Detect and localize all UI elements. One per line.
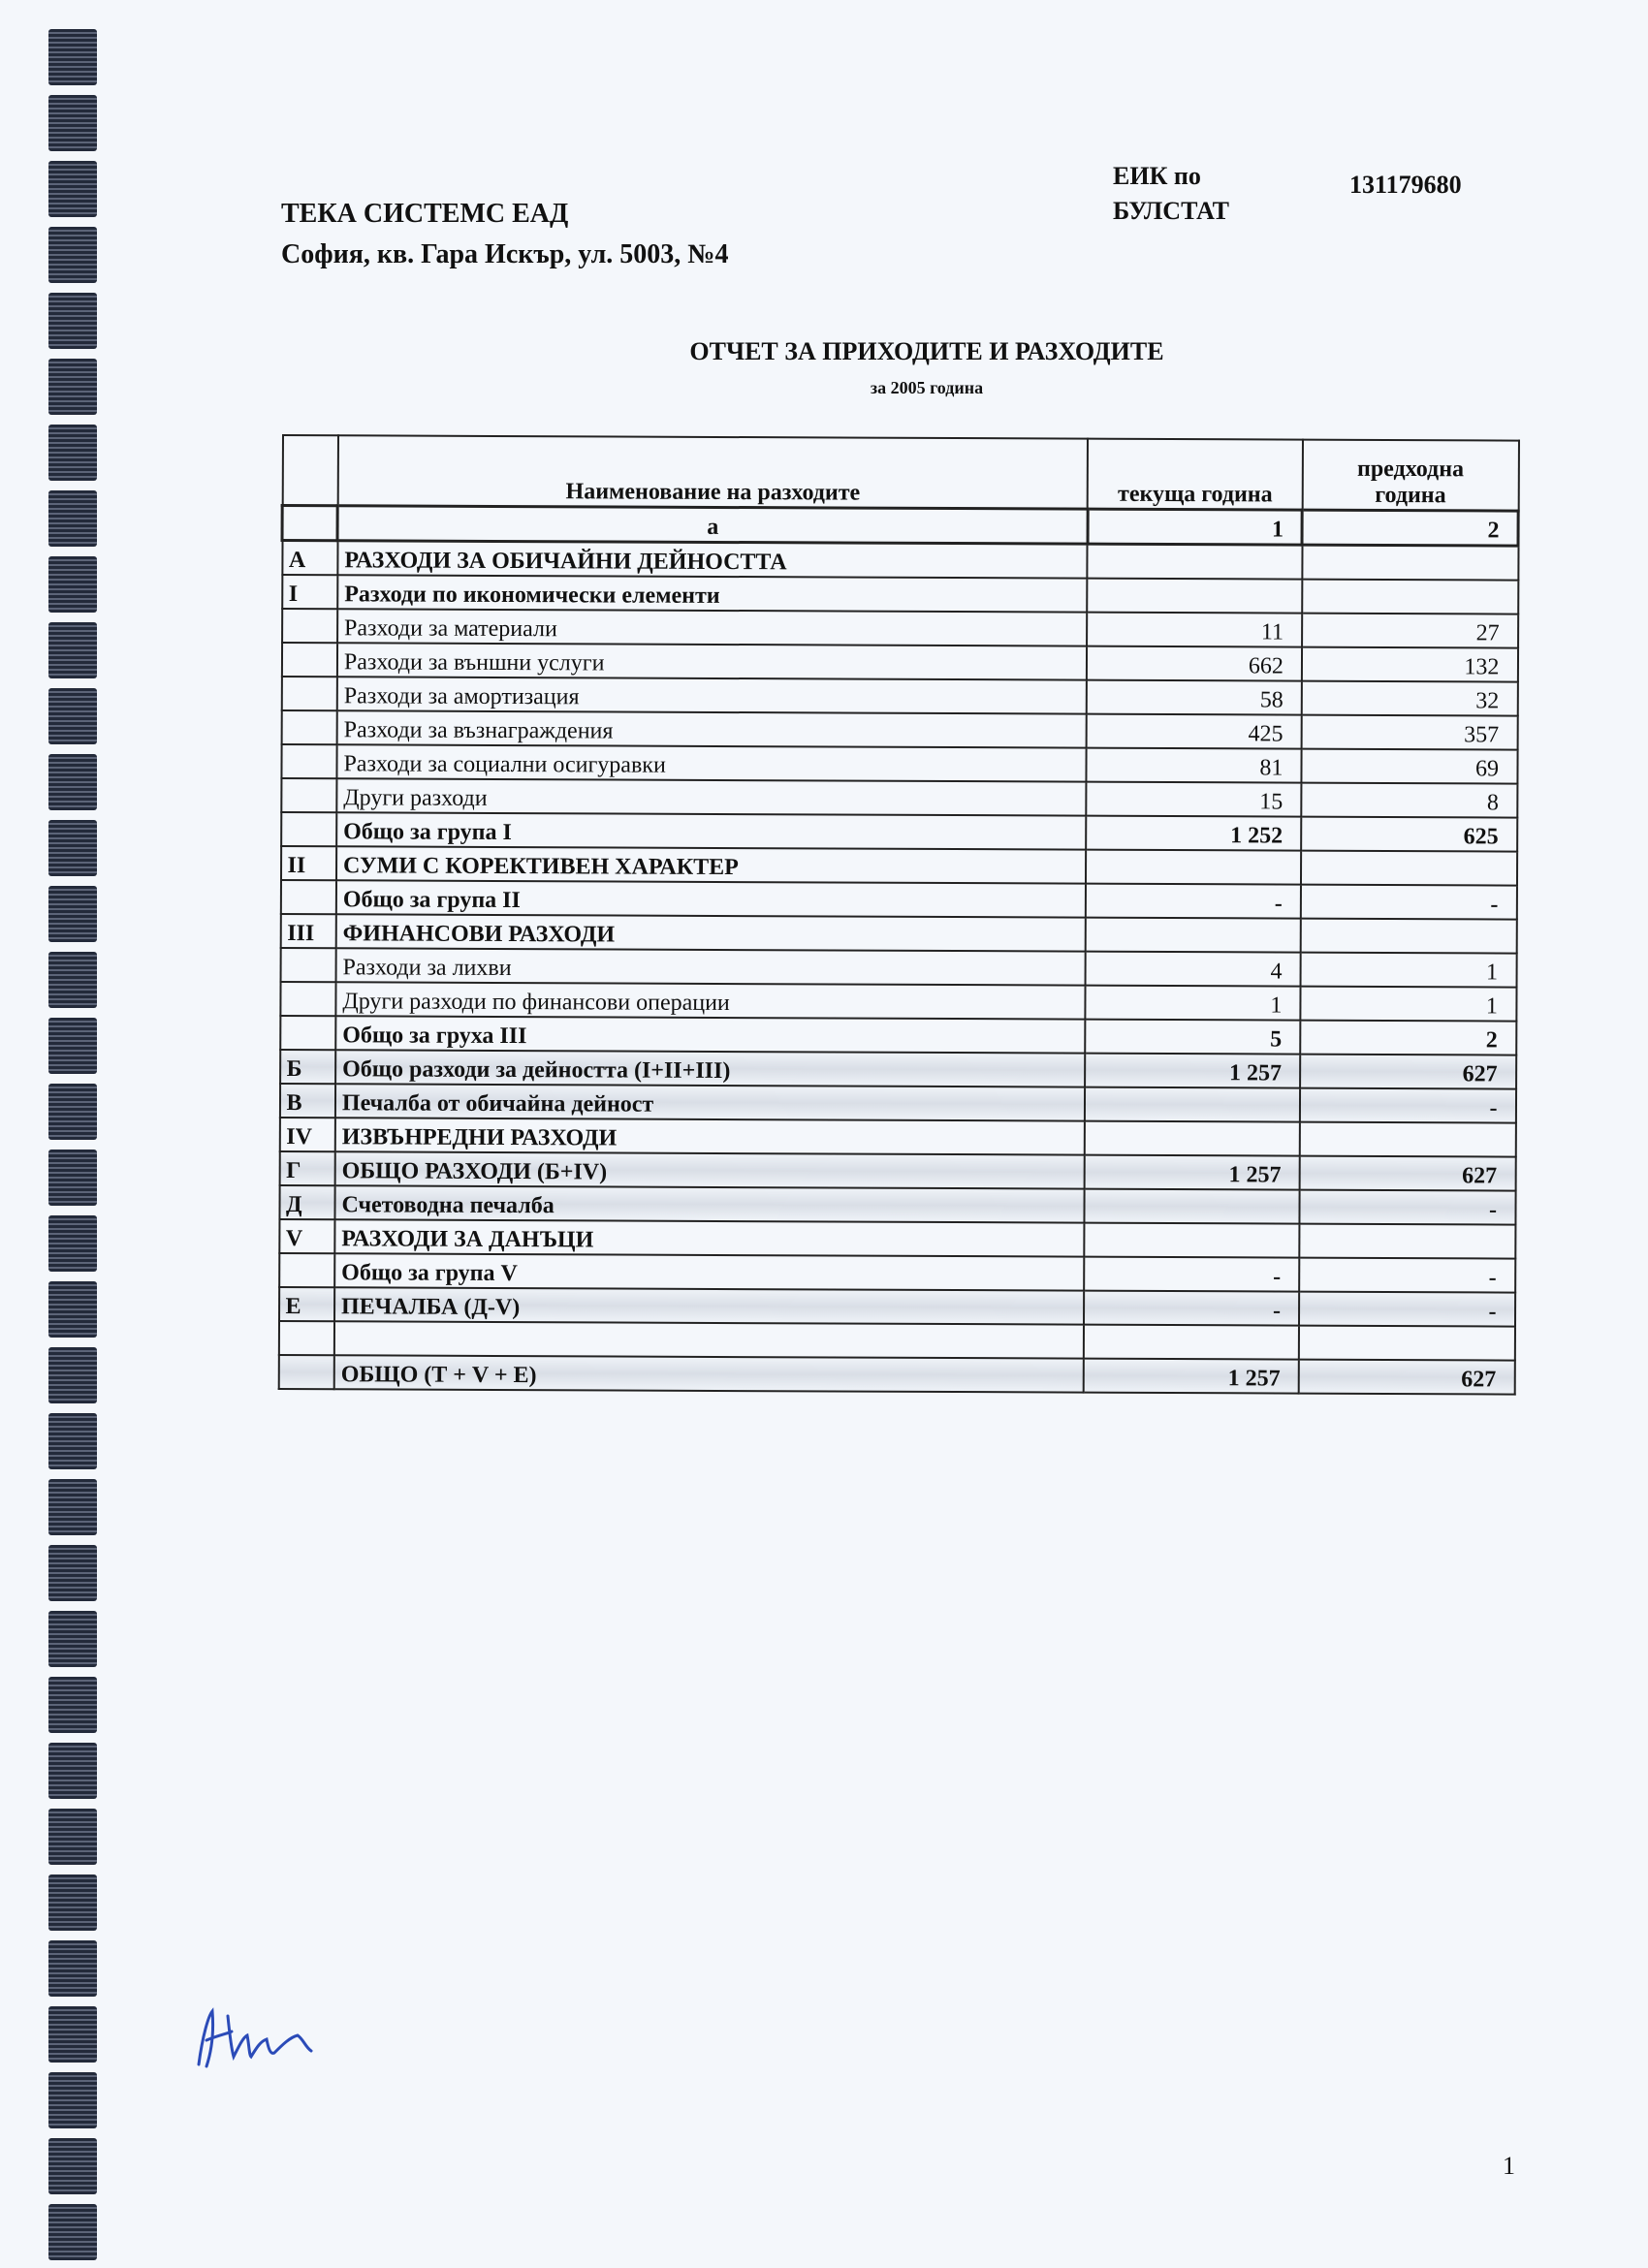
header-previous-year (1303, 440, 1519, 511)
row-code: Е (279, 1287, 335, 1321)
row-name: СУМИ С КОРЕКТИВЕН ХАРАКТЕР (336, 846, 1087, 883)
row-name: Разходи по икономически елементи (337, 575, 1088, 612)
row-name: Счетоводна печалба (334, 1185, 1085, 1222)
report-subtitle: за 2005 година (870, 378, 984, 397)
binding-ring (48, 2072, 97, 2128)
row-previous-year: 32 (1302, 681, 1518, 716)
binding-ring (48, 1743, 97, 1799)
row-current-year: 4 (1086, 952, 1301, 987)
row-current-year: 1 257 (1084, 1359, 1299, 1394)
row-current-year: 1 252 (1086, 816, 1301, 851)
row-previous-year: 627 (1300, 1156, 1516, 1191)
eik-label-line1: ЕИК по (1113, 162, 1201, 190)
table-row (280, 914, 1516, 954)
row-current-year (1086, 918, 1301, 953)
row-previous-year: - (1300, 1088, 1516, 1123)
binding-ring (48, 952, 97, 1008)
row-previous-year (1301, 919, 1517, 954)
column-number-blank (282, 506, 338, 541)
binding-ring (48, 2006, 97, 2063)
binding-ring (48, 1084, 97, 1140)
row-current-year: 425 (1087, 714, 1302, 749)
table-row (280, 1016, 1516, 1055)
row-previous-year: 627 (1300, 1055, 1516, 1089)
table-row (281, 710, 1517, 750)
binding-ring (48, 754, 97, 810)
table-row (279, 1287, 1515, 1327)
row-code: IV (279, 1118, 335, 1151)
header-current-year: текуща година (1088, 439, 1303, 510)
binding-ring (48, 688, 97, 744)
row-name: Разходи за външни услуги (337, 643, 1088, 679)
binding-ring (48, 1150, 97, 1206)
row-code: В (279, 1084, 335, 1118)
binding-ring (48, 2204, 97, 2260)
row-name: Печалба от обичайна дейност (335, 1084, 1086, 1120)
row-name: Разходи за възнаграждения (337, 710, 1088, 747)
row-code: V (279, 1219, 335, 1253)
row-current-year (1088, 579, 1303, 614)
row-current-year (1085, 1223, 1300, 1258)
company-address: София, кв. Гара Искър, ул. 5003, №4 (281, 239, 729, 269)
row-previous-year (1300, 1122, 1516, 1157)
table-row (279, 1151, 1515, 1191)
row-name: Други разходи по финансови операции (335, 982, 1086, 1019)
row-current-year: 58 (1087, 680, 1302, 715)
row-code (281, 710, 337, 744)
row-previous-year: 69 (1301, 749, 1517, 784)
row-current-year: 662 (1087, 646, 1302, 681)
row-previous-year: 8 (1301, 783, 1517, 818)
table-row (279, 1118, 1515, 1157)
row-code: I (282, 575, 338, 609)
row-previous-year (1299, 1326, 1515, 1361)
binding-ring (48, 1677, 97, 1733)
header-code-cell (282, 435, 338, 506)
binding-ring (48, 95, 97, 151)
row-name: Общо за груха III (335, 1016, 1086, 1053)
row-name: Други разходи (336, 778, 1087, 815)
table-row (279, 1219, 1515, 1259)
row-previous-year (1302, 545, 1518, 580)
table-row (281, 812, 1517, 852)
table-row (282, 609, 1518, 648)
column-number-2: 2 (1302, 510, 1518, 546)
binding-ring (48, 490, 97, 547)
row-previous-year: - (1299, 1292, 1515, 1327)
row-current-year (1088, 544, 1303, 579)
table-row (282, 575, 1518, 614)
table-row (280, 1050, 1516, 1089)
table-row (278, 1321, 1514, 1361)
row-previous-year: 132 (1302, 647, 1518, 682)
row-code: II (280, 846, 336, 880)
row-code: Д (279, 1185, 335, 1219)
header-previous-line2: година (1375, 482, 1446, 509)
row-current-year: 1 257 (1085, 1155, 1300, 1190)
binding-ring (48, 161, 97, 217)
row-previous-year: 1 (1300, 953, 1516, 988)
row-code (281, 812, 337, 846)
row-name: Разходи за материали (337, 609, 1088, 646)
table-row (279, 1084, 1515, 1123)
row-previous-year: - (1299, 1190, 1515, 1225)
column-numbers-row (282, 506, 1518, 547)
row-name: ОБЩО РАЗХОДИ (Б+IV) (335, 1151, 1086, 1188)
row-current-year: 1 257 (1085, 1054, 1300, 1088)
row-current-year (1085, 1087, 1300, 1122)
row-previous-year: - (1301, 885, 1517, 920)
row-code (281, 677, 337, 710)
row-code: Г (279, 1151, 335, 1185)
binding-ring (48, 227, 97, 283)
row-previous-year (1301, 851, 1517, 886)
row-current-year: 81 (1087, 748, 1302, 783)
binding-ring (48, 1281, 97, 1338)
binding-ring (48, 622, 97, 678)
binding-ring (48, 556, 97, 613)
binding-ring (48, 2138, 97, 2194)
row-current-year (1084, 1325, 1299, 1360)
signature-mark (189, 1997, 334, 2084)
row-code (280, 948, 336, 982)
row-name: Общо разходи за дейността (I+II+III) (335, 1050, 1086, 1087)
row-previous-year: 625 (1301, 817, 1517, 852)
table-row (280, 880, 1516, 920)
table-row (282, 541, 1518, 581)
row-previous-year: 627 (1299, 1360, 1515, 1395)
binding-ring (48, 1413, 97, 1469)
row-code (278, 1321, 334, 1355)
row-code (281, 643, 337, 677)
row-code: Б (280, 1050, 336, 1084)
row-current-year (1085, 1189, 1300, 1224)
row-name: Разходи за лихви (335, 948, 1086, 985)
row-current-year (1085, 1121, 1300, 1156)
expenses-table (277, 434, 1520, 1396)
row-current-year: 11 (1087, 613, 1302, 647)
row-current-year: 15 (1087, 782, 1302, 817)
binding-ring (48, 29, 97, 85)
company-block (281, 194, 728, 275)
binding-ring (48, 1940, 97, 1997)
row-code (279, 1253, 335, 1287)
table-row (281, 778, 1517, 818)
row-code: А (282, 541, 338, 576)
table-row (280, 846, 1516, 886)
row-name: РАЗХОДИ ЗА ОБИЧАЙНИ ДЕЙНОСТТА (337, 541, 1088, 579)
table-row (278, 1355, 1514, 1395)
eik-label-line2: БУЛСТАТ (1113, 197, 1229, 225)
row-name: ОБЩО (Т + V + Е) (334, 1355, 1085, 1392)
column-number-a: а (337, 506, 1088, 544)
row-name: Общо за група II (336, 880, 1087, 917)
row-code (281, 778, 337, 812)
row-current-year: 1 (1086, 986, 1301, 1021)
report-title: ОТЧЕТ ЗА ПРИХОДИТЕ И РАЗХОДИТЕ (689, 337, 1164, 365)
table-row (280, 982, 1516, 1022)
binding-ring (48, 1874, 97, 1931)
row-previous-year (1302, 580, 1518, 614)
binding-ring (48, 886, 97, 942)
row-code: III (280, 914, 336, 948)
column-number-1: 1 (1088, 509, 1303, 545)
row-code (281, 744, 337, 778)
row-current-year (1086, 850, 1301, 885)
row-name: Общо за група V (334, 1253, 1085, 1290)
row-code (280, 1016, 336, 1050)
row-previous-year: 357 (1302, 715, 1518, 750)
page-number: 1 (1503, 2152, 1515, 2180)
row-name: Разходи за амортизация (337, 677, 1088, 713)
row-previous-year: 27 (1302, 614, 1518, 648)
binding-ring (48, 1809, 97, 1865)
table-row (281, 744, 1517, 784)
header-previous-line1: предходна (1356, 456, 1465, 483)
binding-ring (48, 1611, 97, 1667)
row-name: РАЗХОДИ ЗА ДАНЪЦИ (334, 1219, 1085, 1256)
row-current-year: - (1085, 1257, 1300, 1292)
table-row (281, 643, 1517, 682)
eik-label (1113, 159, 1229, 229)
row-code (280, 880, 336, 914)
table-header-row (282, 435, 1518, 511)
row-previous-year: 1 (1300, 987, 1516, 1022)
table-row (280, 948, 1516, 988)
row-name: Общо за група I (336, 812, 1087, 849)
binding-ring (48, 1545, 97, 1601)
binding-ring (48, 1347, 97, 1403)
binding-ring (48, 1479, 97, 1535)
header-name: Наименование на разходите (338, 435, 1089, 509)
table-row (279, 1253, 1515, 1293)
binding-ring (48, 425, 97, 481)
row-name: ПЕЧАЛБА (Д-V) (334, 1287, 1085, 1324)
row-current-year: 5 (1086, 1020, 1301, 1055)
row-name (334, 1321, 1085, 1358)
row-name: ИЗВЪНРЕДНИ РАЗХОДИ (335, 1118, 1086, 1154)
table-row (281, 677, 1517, 716)
row-code (278, 1355, 334, 1389)
row-code (282, 609, 338, 643)
row-current-year: - (1086, 884, 1301, 919)
binding-ring (48, 1018, 97, 1074)
row-current-year: - (1084, 1291, 1299, 1326)
company-name: ТЕКА СИСТЕМС ЕАД (281, 199, 569, 229)
eik-value: 131179680 (1349, 171, 1462, 199)
row-previous-year: - (1299, 1258, 1515, 1293)
binding-ring (48, 820, 97, 876)
binding-ring (48, 1215, 97, 1272)
row-name: Разходи за социални осигуравки (336, 744, 1087, 781)
row-code (280, 982, 336, 1016)
row-previous-year (1299, 1224, 1515, 1259)
row-name: ФИНАНСОВИ РАЗХОДИ (336, 914, 1087, 951)
row-previous-year: 2 (1300, 1021, 1516, 1055)
table-row (279, 1185, 1515, 1225)
